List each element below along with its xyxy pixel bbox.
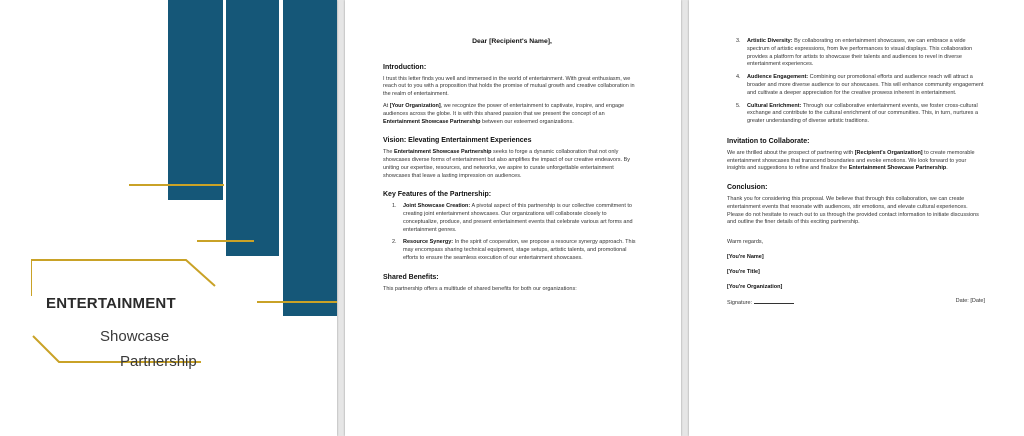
letter-page-2 [689, 0, 1024, 436]
intro-heading: Introduction: [383, 63, 427, 71]
decorative-bar-1 [168, 0, 223, 200]
sender-title: [You're Title] [727, 268, 760, 275]
conclusion-heading: Conclusion: [727, 184, 768, 192]
sender-name: [You're Name] [727, 253, 764, 260]
benefits-intro: This partnership offers a multitude of shared benefits for both our organizations: [383, 285, 577, 292]
list-item: 5. Cultural Enrichment: Through our collaborative entertainment events, we foster cross-cultural exchange and contribute to the cultural enrichment of our communities. This, in turn, nurtures a greater understanding of diverse artistic traditions. [736, 102, 979, 125]
salutation: Dear [Recipient's Name], [472, 38, 552, 45]
intro-paragraph-2: At [Your Organization], we recognize the power of entertainment to captivate, inspire, and engage audiences across the globe. It is with this shared passion that we present the concept of an Entertainment Showcase Partnership between our esteemed organizations. [383, 102, 625, 125]
list-item: 3. Artistic Diversity: By collaborating on entertainment showcases, we can embrace a wide spectrum of artistic expressions, from live performances to visual displays. This collaboration provides a platform for artists to showcase their talents and audiences to revel in diverse entertainment experiences. [736, 38, 973, 68]
conclusion-paragraph: Thank you for considering this proposal. We believe that through this collaboration, we can create entertainment events that resonate with audiences, stir emotions, and elevate cultural experiences. Please do not hesitate to reach out to us through the provided contact information to initiate discussions and outline the finer details of this exciting partnership. [727, 195, 979, 226]
letter-page-1 [345, 0, 681, 436]
features-heading: Key Features of the Partnership: [383, 191, 492, 199]
signature-row [727, 298, 985, 308]
decorative-bar-3 [283, 0, 337, 316]
intro-paragraph-1: I trust this letter finds you well and immersed in the world of entertainment. With great enthusiasm, we reach out to you with a proposition that holds the promise of mutual growth and creative collaboration in the realm of entertainment. [383, 75, 635, 98]
signature-line [754, 298, 794, 304]
list-item: 4. Audience Engagement: Combining our promotional efforts and audience reach will attract a broader and more diverse audience to our showcases. This will enhance community engagement and cultivate a deeper appreciation for the creative prowess inherent in entertainment. [736, 74, 984, 96]
page-body [383, 38, 641, 297]
cover-title: ENTERTAINMENT [46, 295, 176, 312]
cover-subtitle-showcase: Showcase [100, 328, 170, 345]
invite-heading: Invitation to Collaborate: [727, 137, 810, 145]
gold-accent-line-3 [257, 301, 337, 303]
vision-paragraph: The Entertainment Showcase Partnership seeks to forge a dynamic collaboration that not only showcases diverse forms of entertainment but also amplifies the impact of our creative endeavors. By uniting our expertise, resources, and networks, we aspire to curate unforgettable entertainment showcases that leave a lasting impression on audiences. [383, 149, 631, 179]
invite-paragraph: We are thrilled about the prospect of partnering with [Recipient's Organization] to create memorable entertainment showcases that transcend boundaries and evoke emotions. We look forward to your insights and suggestions to refine and finalize the Entertainment Showcase Partnership. [727, 149, 975, 172]
date-field: Date: [Date] [955, 298, 985, 305]
decorative-bar-2 [226, 0, 279, 256]
features-list [383, 203, 641, 263]
signature-field: Signature: [727, 298, 794, 308]
closing: Warm regards, [727, 239, 764, 246]
list-item: 1. Joint Showcase Creation: A pivotal aspect of this partnership is our collective commitment to creating joint entertainment showcases. Our organizations will collaborate closely to conceptualize, produce, and present entertainment events that celebrate various art forms and entertainment genres. [392, 203, 633, 233]
list-item: 2. Resource Synergy: In the spirit of cooperation, we propose a resource synergy approach. This may encompass sharing technical equipment, stage setups, artistic talents, and promotional efforts to ensure the seamless execution of our entertainment showcases. [392, 239, 636, 261]
benefits-list [727, 38, 985, 126]
gold-accent-line-1 [129, 184, 224, 186]
benefits-heading: Shared Benefits: [383, 273, 439, 281]
cover-subtitle-partnership: Partnership [120, 353, 197, 370]
gold-accent-line-2 [197, 240, 254, 242]
cover-page [0, 0, 337, 436]
vision-heading: Vision: Elevating Entertainment Experiences [383, 137, 532, 145]
sender-organization: [You're Organization] [727, 283, 783, 290]
page-body [727, 38, 985, 308]
